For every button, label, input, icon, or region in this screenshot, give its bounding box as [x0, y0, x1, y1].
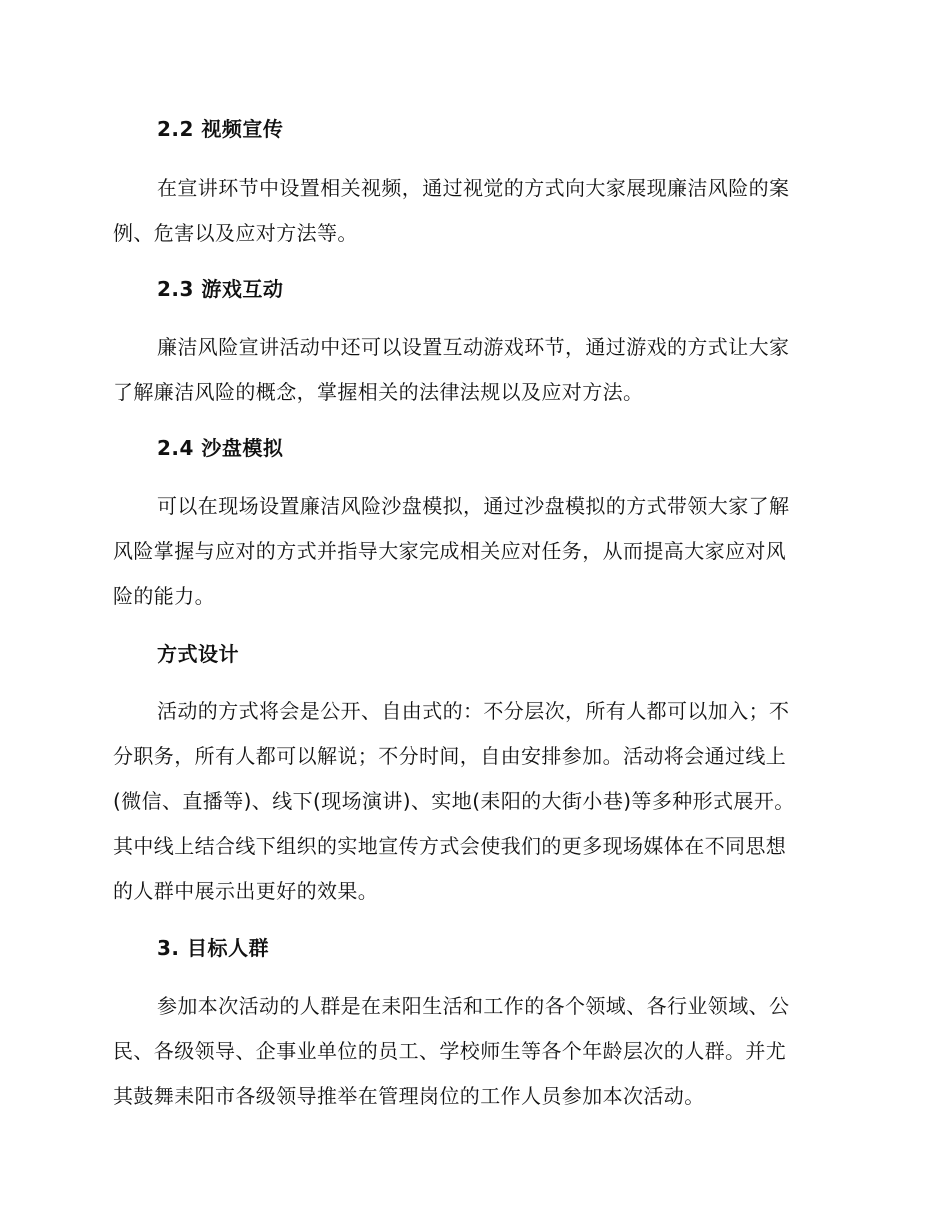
paragraph-line: 了解廉洁风险的概念，掌握相关的法律法规以及应对方法。 [113, 380, 644, 404]
paragraph-video-promotion [113, 166, 835, 256]
paragraph-target-audience [113, 984, 835, 1119]
paragraph-line: 其中线上结合线下组织的实地宣传方式会使我们的更多现场媒体在不同思想 [113, 834, 787, 858]
paragraph-line: 其鼓舞耒阳市各级领导推举在管理岗位的工作人员参加本次活动。 [113, 1084, 705, 1108]
paragraph-line: 风险掌握与应对的方式并指导大家完成相关应对任务，从而提高大家应对风 [113, 539, 787, 563]
paragraph-line: 民、各级领导、企事业单位的员工、学校师生等各个年龄层次的人群。并尤 [113, 1039, 787, 1063]
paragraph-line: 例、危害以及应对方法等。 [113, 221, 358, 245]
paragraph-line: 活动的方式将会是公开、自由式的：不分层次，所有人都可以加入；不 [157, 699, 790, 723]
paragraph-line: 可以在现场设置廉洁风险沙盘模拟，通过沙盘模拟的方式带领大家了解 [157, 494, 790, 518]
paragraph-game-interaction [113, 325, 835, 415]
paragraph-line: 分职务，所有人都可以解说；不分时间，自由安排参加。活动将会通过线上 [113, 744, 787, 768]
paragraph-line: (微信、直播等)、线下(现场演讲)、实地(耒阳的大街小巷)等多种形式展开。 [113, 789, 795, 813]
paragraph-line: 险的能力。 [113, 584, 215, 608]
section-heading-sandbox-simulation: 2.4 沙盘模拟 [157, 436, 284, 460]
paragraph-line: 在宣讲环节中设置相关视频，通过视觉的方式向大家展现廉洁风险的案 [157, 176, 790, 200]
section-heading-target-audience: 3. 目标人群 [157, 936, 269, 960]
paragraph-line: 廉洁风险宣讲活动中还可以设置互动游戏环节，通过游戏的方式让大家 [157, 335, 790, 359]
section-heading-method-design: 方式设计 [157, 642, 239, 666]
section-heading-game-interaction: 2.3 游戏互动 [157, 277, 284, 301]
paragraph-method-design [113, 689, 835, 914]
paragraph-sandbox-simulation [113, 484, 835, 619]
section-heading-video-promotion: 2.2 视频宣传 [157, 117, 284, 141]
paragraph-line: 的人群中展示出更好的效果。 [113, 879, 379, 903]
paragraph-line: 参加本次活动的人群是在耒阳生活和工作的各个领域、各行业领域、公 [157, 994, 790, 1018]
